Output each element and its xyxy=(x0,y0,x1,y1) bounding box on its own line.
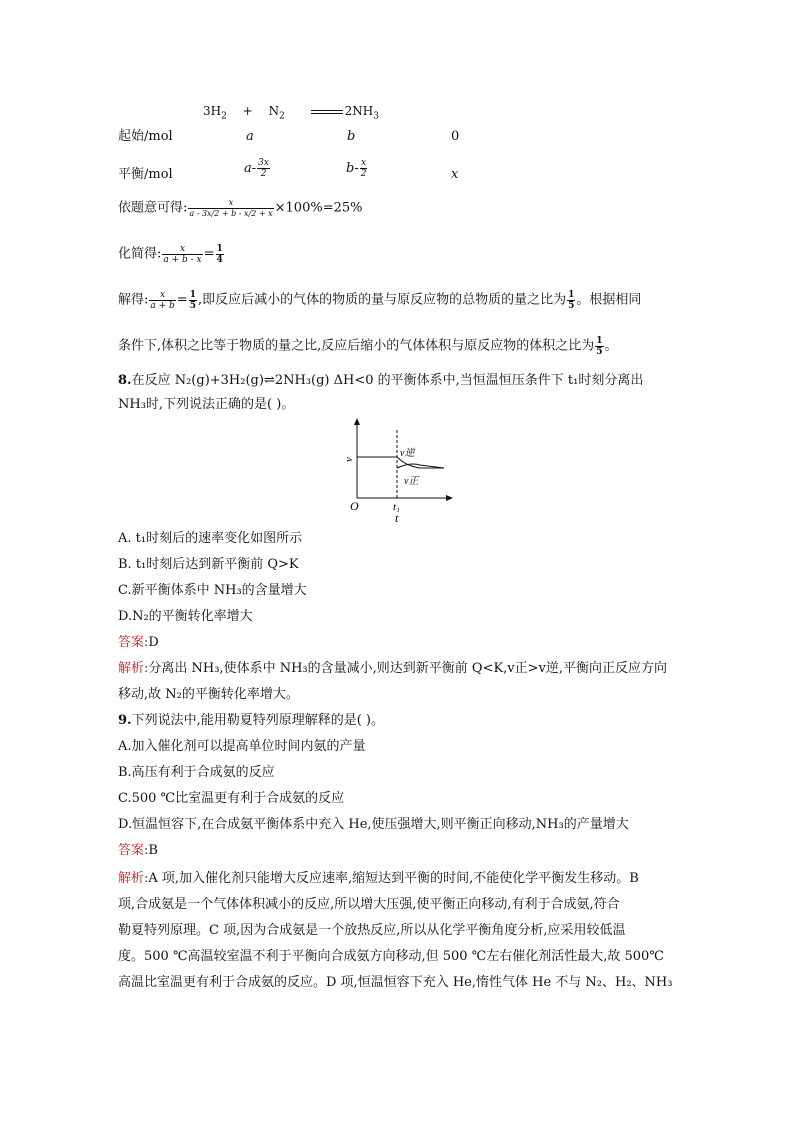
line-jie1-rden: 5 xyxy=(189,301,196,311)
row-eq-c2-den: 2 xyxy=(360,169,367,179)
y-axis-label: v xyxy=(343,457,355,462)
row-start-label: 起始/mol xyxy=(118,129,173,144)
row-eq-c1 xyxy=(244,158,271,179)
product-nh3: 2NH xyxy=(344,104,374,118)
origin-label: O xyxy=(350,499,359,513)
line-hua-rfrac xyxy=(216,244,224,265)
row-eq-c2 xyxy=(346,158,368,179)
rate-time-graph xyxy=(340,416,455,524)
x-axis-arrow-icon xyxy=(446,495,453,501)
q8-analysis-1 xyxy=(118,660,667,678)
q8-stem-line1: 在反应 N₂(g)+3H₂(g)⇌2NH₃(g) ΔH<0 的平衡体系中,当恒温恒压条件下 t₁时刻分离出 xyxy=(131,373,644,388)
line-yi-den: a - 3x/2 + b - x/2 + x xyxy=(189,209,273,218)
line-yi-label: 依题意可得: xyxy=(118,200,188,216)
q8-line2: NH₃时,下列说法正确的是( )。 xyxy=(118,397,295,412)
row-eq-c1-den: 2 xyxy=(260,169,267,179)
y-axis-arrow-icon xyxy=(354,418,360,425)
line-jie1-rfrac xyxy=(189,290,197,311)
line-jie1-den: a + b xyxy=(150,301,175,311)
q8-option-a: A. t₁时刻后的速率变化如图所示 xyxy=(118,531,303,546)
q9-analysis-label: 解析: xyxy=(118,871,149,886)
q9-analysis-5: 高温比室温更有利于合成氨的反应。D 项,恒温恒容下充入 He,惰性气体 He 不与 N₂、H₂、NH₃ xyxy=(118,975,673,990)
q9-option-a: A.加入催化剂可以提高单位时间内氨的产量 xyxy=(118,739,366,754)
q8-answer xyxy=(118,634,159,652)
reactant-h2-sub: 2 xyxy=(221,111,227,122)
q9-answer-label: 答案: xyxy=(118,843,149,858)
line-jie1-text: ,即反应后减小的气体的物质的量与原反应物的总物质的量之比为 xyxy=(197,292,567,308)
row-eq-c2-num: x xyxy=(361,158,367,168)
t1-label: t₁ xyxy=(393,501,400,513)
line-jie1-num: x xyxy=(149,290,175,301)
line-hua-num: x xyxy=(162,244,202,255)
q9-analysis-3: 勒夏特列原理。C 项,因为合成氨是一个放热反应,所以从化学平衡角度分析,应采用较低温 xyxy=(118,923,626,938)
line-hua-label: 化简得: xyxy=(118,246,162,262)
row-eq-c1-prefix: a- xyxy=(244,161,257,176)
line-hua-eq: = xyxy=(203,246,215,262)
row-eq-c3: x xyxy=(451,167,459,182)
q9-number: 9. xyxy=(118,713,132,728)
row-eq-c2-frac xyxy=(360,158,368,179)
line-jie1-label: 解得: xyxy=(118,292,149,308)
q8-option-d: D.N₂的平衡转化率增大 xyxy=(118,609,253,624)
line-yi-tail: ×100%=25% xyxy=(274,200,363,216)
q8-analysis-text1: 分离出 NH₃,使体系中 NH₃的含量减小,则达到新平衡前 Q<K,v正>v逆,平衡向正反应方向 xyxy=(148,661,668,676)
q8-number: 8. xyxy=(118,373,132,388)
line-jie1-rfrac2 xyxy=(567,290,575,311)
q8-option-b: B. t₁时刻后达到新平衡前 Q>K xyxy=(118,557,299,572)
q8-answer-value: D xyxy=(148,635,159,650)
line-jie1-text2: 。根据相同 xyxy=(576,292,642,308)
q9-answer-value: B xyxy=(148,843,158,858)
line-yi xyxy=(118,198,363,219)
v-reverse-curve xyxy=(397,464,444,468)
reactant-n2-sub: 2 xyxy=(279,111,285,122)
line-jie1-rden2: 5 xyxy=(568,301,575,311)
line-jie1-frac xyxy=(149,290,175,311)
line-jie1-rnum2: 1 xyxy=(568,290,575,300)
equation-line xyxy=(203,102,379,125)
row-eq-c1-num: 3x xyxy=(258,158,269,168)
line-hua xyxy=(118,244,225,265)
q8-analysis-label: 解析: xyxy=(118,661,149,676)
row-eq-c2-prefix: b- xyxy=(346,161,359,176)
q9-analysis-1 xyxy=(118,870,639,888)
row-eq-label: 平衡/mol xyxy=(118,167,173,182)
q9-analysis-4: 度。500 ℃高温较室温不利于平衡向合成氨方向移动,但 500 ℃左右催化剂活性最大,故 500℃ xyxy=(118,949,664,964)
q9-stem xyxy=(118,712,384,730)
line-jie2-rfrac xyxy=(595,336,603,357)
line-hua-frac xyxy=(162,244,202,265)
line-jie2-rnum: 1 xyxy=(596,336,603,346)
q8-option-c: C.新平衡体系中 NH₃的含量增大 xyxy=(118,583,307,598)
reactant-h2: 3H xyxy=(203,104,222,118)
row-start-c1: a xyxy=(246,129,254,144)
row-start-c3: 0 xyxy=(451,129,460,144)
plus-sign: + xyxy=(242,104,253,118)
x-axis-label: t xyxy=(395,511,399,524)
reactant-n2: N xyxy=(268,104,280,118)
q8-analysis-2: 移动,故 N₂的平衡转化率增大。 xyxy=(118,687,299,702)
line-jie1-eq: = xyxy=(176,292,188,308)
line-jie2: 条件下,体积之比等于物质的量之比,反应后缩小的气体体积与原反应物的体积之比为 $\frac{1}{5}$ 。 xyxy=(118,336,618,357)
q9-analysis-text1: A 项,加入催化剂只能增大反应速率,缩短达到平衡的时间,不能使化学平衡发生移动。B xyxy=(148,871,639,886)
line-jie2-text: 条件下,体积之比等于物质的量之比,反应后缩小的气体体积与原反应物的体积之比为 xyxy=(118,338,595,354)
line-hua-rden: 4 xyxy=(216,255,223,265)
line-jie1 xyxy=(118,290,641,311)
q9-option-d: D.恒温恒容下,在合成氨平衡体系中充入 He,使压强增大,则平衡正向移动,NH₃的产量增大 xyxy=(118,817,629,832)
line-hua-den: a + b - x xyxy=(163,255,202,265)
q9-option-b: B.高压有利于合成氨的反应 xyxy=(118,765,275,780)
equilibrium-arrow-icon xyxy=(311,109,343,115)
line-jie2-rden: 5 xyxy=(596,347,603,357)
line-yi-num: x xyxy=(188,198,273,209)
line-jie1-rnum: 1 xyxy=(189,290,196,300)
q8-answer-label: 答案: xyxy=(118,635,149,650)
v-reverse-label: v逆 xyxy=(400,448,415,459)
row-eq-c1-frac xyxy=(257,158,270,179)
q9-option-c: C.500 ℃比室温更有利于合成氨的反应 xyxy=(118,791,345,806)
q8-line1 xyxy=(118,372,643,390)
line-hua-rnum: 1 xyxy=(216,244,223,254)
q9-stem-text: 下列说法中,能用勒夏特列原理解释的是( )。 xyxy=(131,713,384,728)
v-forward-label: v正 xyxy=(404,476,419,487)
product-nh3-sub: 3 xyxy=(373,111,379,122)
q9-answer xyxy=(118,842,158,860)
q9-analysis-2: 项,合成氨是一个气体体积减小的反应,所以增大压强,使平衡正向移动,有利于合成氨,符合 xyxy=(118,897,620,912)
row-start-c2: b xyxy=(347,129,356,144)
line-yi-frac xyxy=(188,198,273,219)
